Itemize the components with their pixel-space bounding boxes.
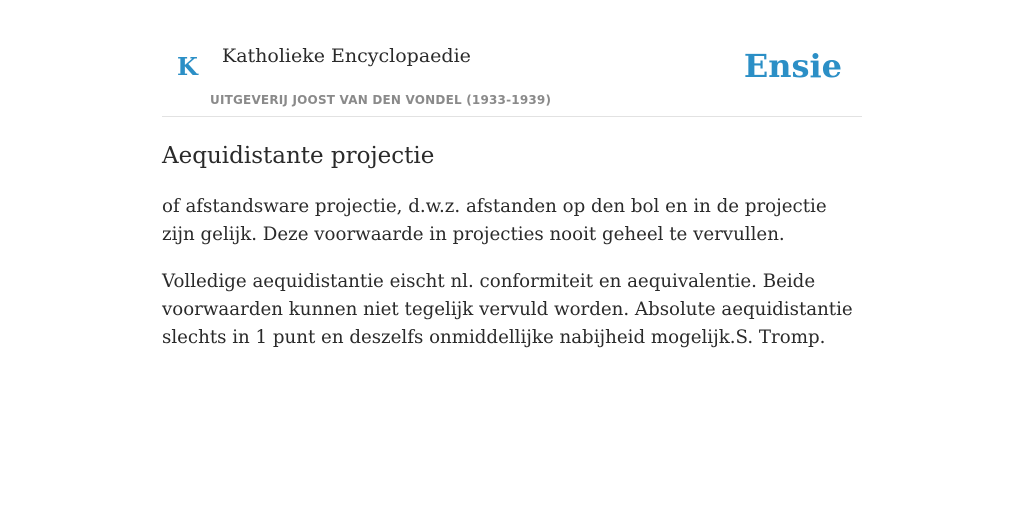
ensie-brand-link[interactable]: Ensie (743, 47, 842, 85)
publisher-subtitle: UITGEVERIJ JOOST VAN DEN VONDEL (1933-1939) (210, 93, 552, 107)
site-header (162, 0, 862, 117)
article-paragraph: of afstandsware projectie, d.w.z. afstanden op den bol en in de projectie zijn gelijk. Deze voorwaarde in projecties nooit geheel te vervullen. (162, 196, 827, 245)
article-paragraph: Volledige aequidistantie eischt nl. conformiteit en aequivalentie. Beide voorwaarden kunnen niet tegelijk vervuld worden. Absolute aequidistantie slechts in 1 punt en deszelfs onmiddellijke nabijheid mogelijk.S. Tromp. (162, 271, 853, 348)
page-container (162, 0, 862, 352)
site-title[interactable]: Katholieke Encyclopaedie (222, 45, 471, 67)
logo-k-icon[interactable]: K (177, 52, 198, 81)
article-title: Aequidistante projectie (162, 143, 435, 169)
